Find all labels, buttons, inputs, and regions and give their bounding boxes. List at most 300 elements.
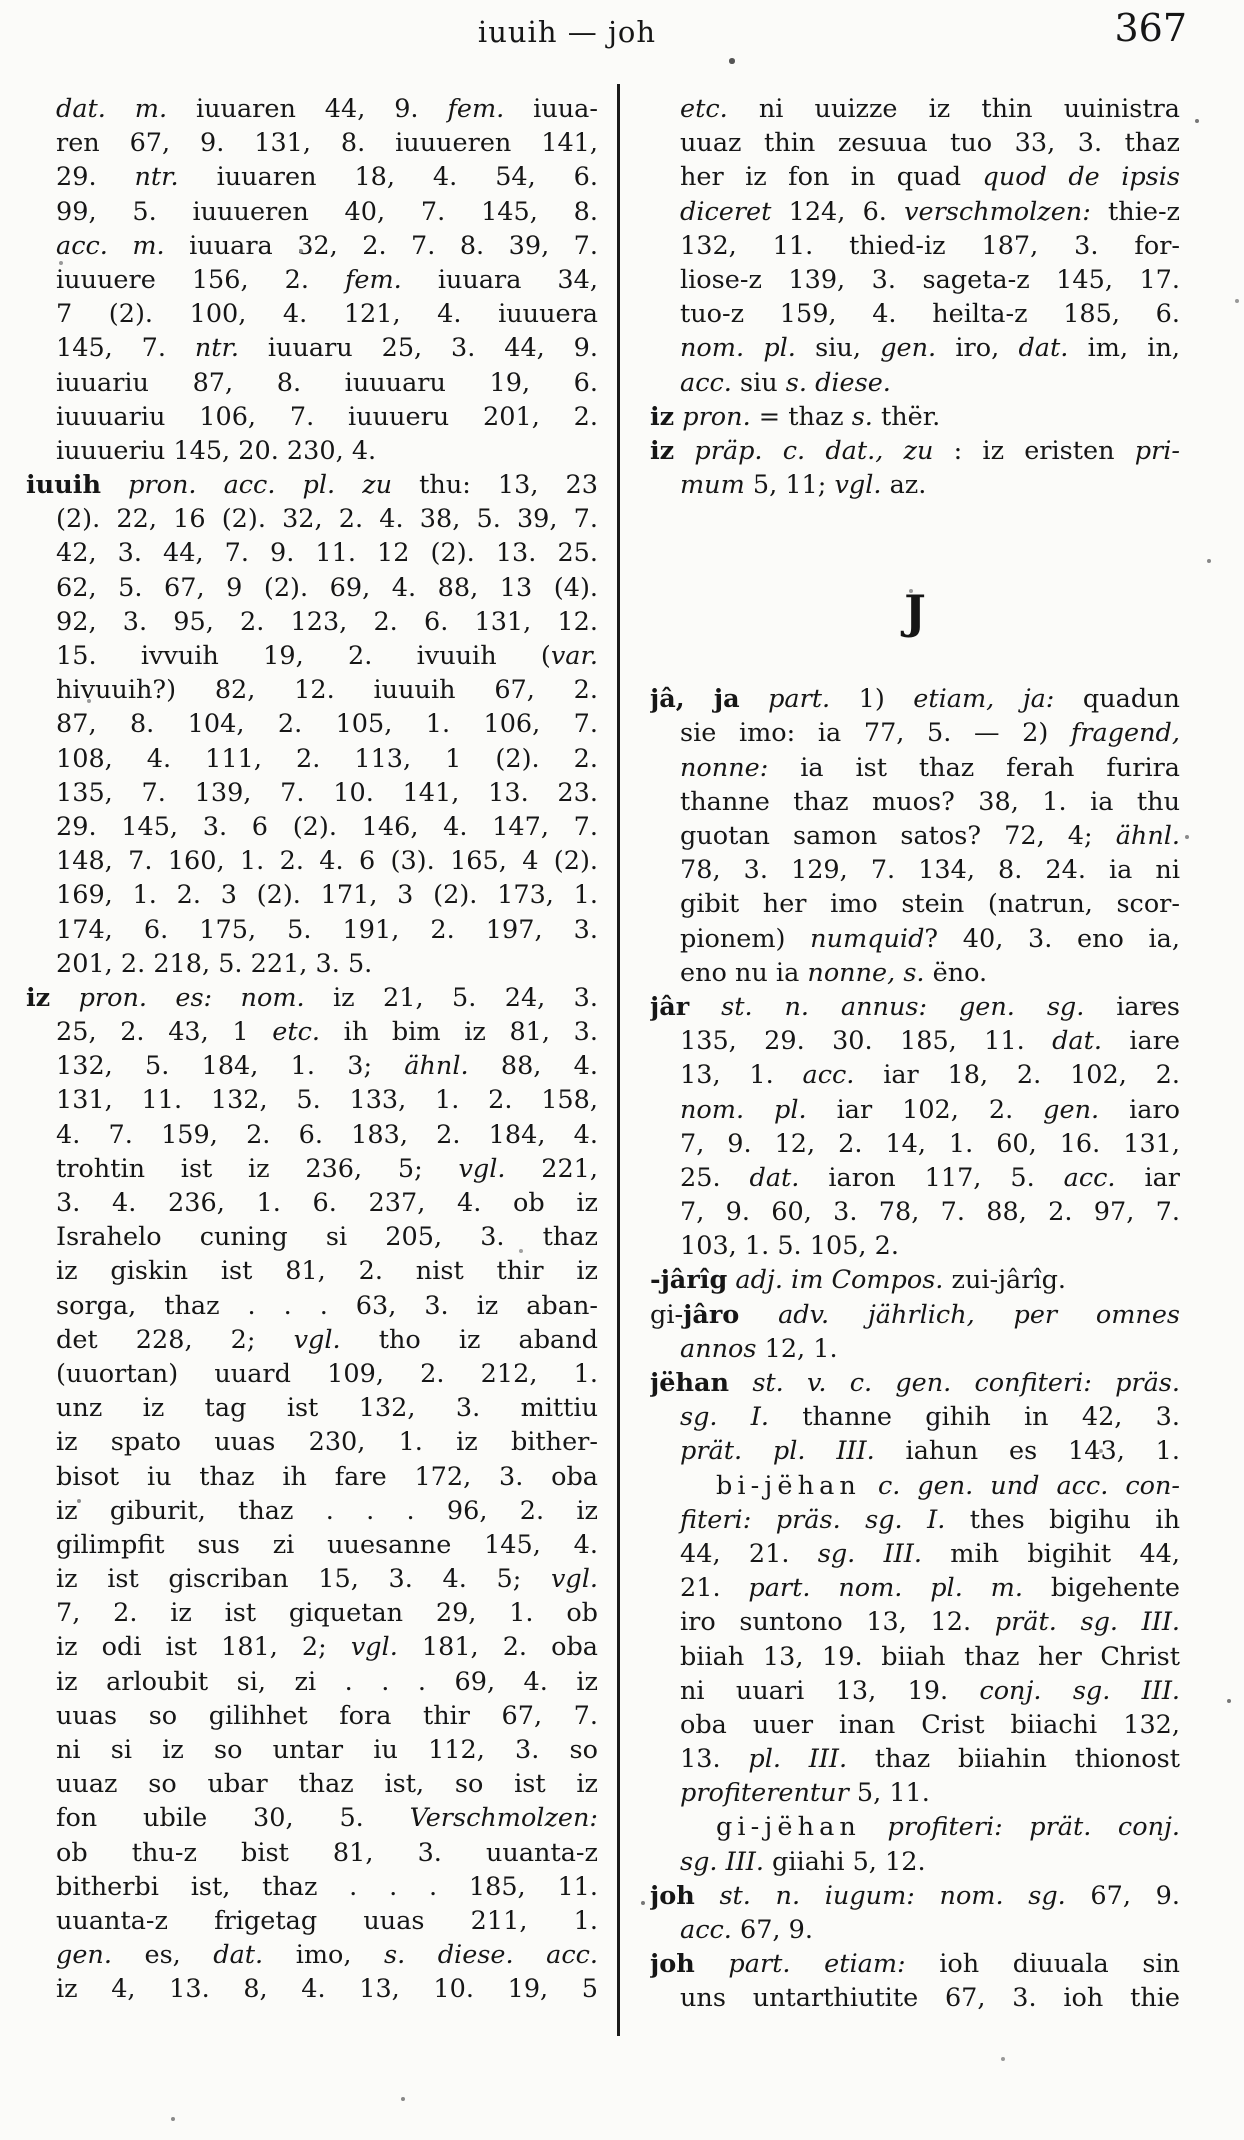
text-segment: Israhelo cuning si 205, 3. thaz [56,1222,598,1253]
text-segment: fiteri: präs. sg. I. [680,1504,946,1535]
text-segment [514,1940,547,1970]
text-line [650,434,1180,468]
text-segment: ntr. [194,333,240,364]
text-segment: gi-jëhan [716,1812,861,1843]
text-line [26,1323,598,1357]
text-segment: 29. [56,162,135,193]
text-segment: 5, 11. [848,1778,930,1809]
text-segment: 124, 6. [771,196,905,227]
text-line [26,468,598,502]
column-divider-rule [617,84,620,2036]
text-segment: uuaz thin zesuua tuo 33, 3. thaz [680,128,1180,159]
text-segment: 132, 5. 184, 1. 3; [56,1051,405,1082]
text-segment: 21. [680,1573,749,1604]
text-line [26,1220,598,1254]
text-line [650,956,1180,990]
text-line [26,913,598,947]
text-line [26,1391,598,1425]
text-segment: sie imo: ia 77, 5. — 2) [680,718,1071,749]
text-segment: iare [1101,1026,1180,1057]
text-segment: dat. [1052,1026,1102,1057]
text-segment: gi- [650,1299,684,1330]
text-line [26,195,598,229]
text-segment: conj. sg. III. [979,1675,1180,1706]
text-segment: 7, 9. 60, 3. 78, 7. 88, 2. 97, 7. [680,1197,1180,1228]
text-segment: pron. acc. pl. zu [128,470,393,501]
text-segment: 78, 3. 129, 7. 134, 8. 24. ia ni [680,855,1180,886]
text-segment: uns untarthiutite 67, 3. ioh thie [680,1983,1180,2014]
text-segment: pron. [682,401,751,432]
text-segment: 29. 145, 3. 6 (2). 146, 4. 147, 7. [56,811,598,842]
text-segment: ? 40, 3. eno ia, [924,923,1180,954]
text-segment: iz 21, 5. 24, 3. [304,982,598,1013]
text-segment: dat. m. [56,94,168,124]
text-line [26,400,598,434]
text-segment: iz giburit, thaz . . . 96, 2. iz [56,1495,598,1526]
text-segment: 131, 11. 132, 5. 133, 1. 2. 158, [56,1085,598,1116]
text-line [650,1947,1180,1981]
text-line [650,1571,1180,1605]
text-segment: acc. [546,1940,598,1971]
text-segment: iuuaru 25, 3. 44, 9. [239,333,598,364]
text-segment: iz odi ist 181, 2; [56,1632,351,1663]
text-segment: iahun es 143, 1. [874,1436,1180,1467]
text-line [26,229,598,263]
text-line [650,468,1180,502]
text-line [650,1058,1180,1092]
text-segment: 87, 8. 104, 2. 105, 1. 106, 7. [56,709,598,740]
text-segment: gibit her imo stein (natrun, scor- [680,889,1180,920]
text-segment: ih bim iz 81, 3. [320,1017,598,1048]
text-segment: imo, [263,1940,385,1971]
text-line [650,1298,1180,1332]
text-segment: 42, 3. 44, 7. 9. 11. 12 (2). 13. 25. [56,538,598,569]
headword: -jârîg [650,1265,728,1296]
text-segment [729,1368,752,1398]
text-line [26,366,598,400]
text-line [26,536,598,570]
text-line [650,1229,1180,1263]
text-segment: 169, 1. 2. 3 (2). 171, 3 (2). 173, 1. [56,880,598,911]
text-line [650,1913,1180,1947]
text-segment: iuuariu 87, 8. iuuuaru 19, 6. [56,367,598,398]
headword: joh [650,1949,695,1980]
text-segment: acc. [680,1915,732,1945]
text-line [26,1904,598,1938]
text-line [26,1015,598,1049]
text-line [650,1742,1180,1776]
text-line [26,1118,598,1152]
text-segment: det 228, 2; [56,1324,294,1355]
text-segment: guotan samon satos? 72, 4; [680,821,1116,851]
text-line [26,1699,598,1733]
text-line [650,1332,1180,1366]
text-segment: bisot iu thaz ih fare 172, 3. oba [56,1461,598,1492]
text-segment: iar 102, 2. [806,1094,1044,1125]
text-segment: etc. [680,94,728,124]
text-line [26,947,598,981]
text-segment: st. n. annus: gen. sg. [721,991,1085,1022]
text-segment: iro, [936,333,1019,364]
text-line [26,1836,598,1870]
text-line [650,1024,1180,1058]
text-segment: eno nu ia [680,957,808,988]
text-segment: s. diese. [384,1940,514,1971]
text-line [26,844,598,878]
text-line [26,1425,598,1459]
text-line [650,1674,1180,1708]
text-segment: iar [1115,1162,1180,1193]
text-line [26,126,598,160]
text-line [26,1494,598,1528]
text-segment: nom. pl. [680,1094,807,1125]
text-segment [50,983,78,1013]
text-line [650,1366,1180,1400]
text-segment: profiterentur [680,1778,849,1809]
text-segment: acc. [1063,1162,1116,1193]
text-segment: giiahi 5, 12. [763,1846,926,1877]
text-segment: part. [768,684,831,715]
text-line [26,776,598,810]
text-segment: 174, 6. 175, 5. 191, 2. 197, 3. [56,914,598,945]
text-segment: iro suntono 13, 12. [680,1607,995,1638]
text-line [26,1049,598,1083]
text-line [26,1460,598,1494]
page-number: 367 [1114,6,1187,50]
text-segment: mum [680,470,745,501]
text-segment: ähnl. [404,1051,469,1082]
text-segment: diceret [680,196,772,227]
text-segment: 25. [680,1162,750,1193]
text-line [650,366,1180,400]
headword: jâr [650,991,690,1022]
text-line [26,1254,598,1288]
text-line [650,1640,1180,1674]
text-segment: thes bigihu ih [945,1504,1180,1535]
text-segment: ren 67, 9. 131, 8. iuuueren 141, [56,128,598,159]
text-segment: az. [881,470,927,501]
text-segment: 7, 9. 12, 2. 14, 1. 60, 16. 131, [680,1128,1180,1159]
text-segment: nonne, s. [807,957,925,988]
text-segment: annos [680,1333,757,1364]
text-segment: fragend, [1070,718,1180,749]
text-segment: vgl. [293,1324,341,1355]
text-line [26,1289,598,1323]
text-segment: fon ubile 30, 5. [56,1803,410,1834]
text-segment: st. n. iugum: nom. sg. [719,1880,1066,1911]
text-segment: Verschmolzen: [409,1803,598,1834]
text-segment: dat. [213,1940,264,1971]
text-line [650,751,1180,785]
text-segment: vgl. [834,470,882,501]
text-line [650,1263,1180,1297]
text-segment: 67, 9. [731,1915,813,1945]
text-line [650,1537,1180,1571]
text-segment: vgl. [551,1564,598,1595]
text-segment [695,1881,720,1911]
text-line [26,742,598,776]
headword: iz [26,982,51,1013]
text-line [26,1767,598,1801]
text-segment: nonne: [680,752,769,783]
text-line [650,160,1180,194]
text-line [650,400,1180,434]
text-segment: gen. [1043,1094,1100,1125]
headword: joh [650,1880,695,1911]
text-segment: acc. [680,367,732,398]
text-segment: iuuuere 156, 2. [56,264,345,295]
text-line [26,810,598,844]
headword: iuuih [26,470,101,501]
text-segment: thanne thaz muos? 38, 1. ia thu [680,786,1180,817]
headword: iz [650,401,675,432]
text-line [26,1630,598,1664]
text-segment: iz 4, 13. 8, 4. 13, 10. 19, 5 [56,1974,598,2005]
text-segment: iz ist giscriban 15, 3. 4. 5; [56,1564,551,1595]
text-segment: tho iz aband [340,1324,598,1355]
text-line [650,853,1180,887]
text-segment: fem. [447,94,505,124]
text-segment: adv. jährlich, per omnes [778,1299,1180,1330]
text-segment [861,1471,878,1501]
text-segment: (2). 22, 16 (2). 32, 2. 4. 38, 5. 39, 7. [56,504,598,535]
text-segment: iz arloubit si, zi . . . 69, 4. iz [56,1666,598,1697]
text-segment: acc. [802,1060,855,1091]
text-segment: sorga, thaz . . . 63, 3. iz aban- [56,1290,598,1321]
text-segment: prät. pl. III. [680,1436,875,1467]
text-segment: verschmolzen: [904,196,1091,227]
text-line [650,1879,1180,1913]
text-line [650,819,1180,853]
text-line [26,981,598,1015]
text-segment: prät. sg. III. [994,1607,1180,1638]
text-segment: numquid [810,923,925,954]
text-segment: s. [851,401,873,432]
text-segment: zui-jârîg. [943,1265,1067,1296]
text-segment: part. etiam: [728,1949,906,1980]
text-segment: pri- [1134,435,1180,466]
text-segment: iaro [1099,1094,1180,1125]
left-text-column [26,92,598,2007]
text-line [650,263,1180,297]
text-line [26,1357,598,1391]
text-segment: bi-jëhan [716,1470,861,1501]
text-segment: iuua- [504,94,598,124]
text-line [650,1127,1180,1161]
text-line [650,990,1180,1024]
text-segment: sg. III. [680,1846,764,1877]
text-segment: unz iz tag ist 132, 3. mittiu [56,1393,598,1424]
text-segment: = thaz [750,401,852,432]
text-segment: 88, 4. [468,1051,598,1082]
text-segment: 4. 7. 159, 2. 6. 183, 2. 184, 4. [56,1119,598,1150]
text-segment: (uuortan) uuard 109, 2. 212, 1. [56,1358,598,1389]
text-segment: hivuuih?) 82, 12. iuuuih 67, 2. [56,675,598,706]
text-segment: 135, 7. 139, 7. 10. 141, 13. 23. [56,777,598,808]
right-text-column [650,92,1180,2016]
text-line [26,1186,598,1220]
text-segment: quod de ipsis [982,162,1180,193]
text-segment [740,684,768,714]
text-segment: c. gen. und acc. con- [877,1470,1180,1501]
text-line [650,1434,1180,1468]
text-segment: fem. [344,264,402,295]
text-segment: adj. im Compos. [735,1265,944,1296]
text-segment: etc. [272,1017,321,1048]
text-line [26,639,598,673]
text-segment: uuaz so ubar thaz ist, so ist iz [56,1769,598,1800]
text-line [650,1810,1180,1844]
text-segment: pron. es: nom. [78,982,305,1013]
text-segment: 103, 1. 5. 105, 2. [680,1231,899,1262]
text-segment: oba uuer inan Crist biiachi 132, [680,1709,1180,1740]
text-segment: vgl. [350,1632,398,1663]
text-line [26,605,598,639]
text-segment [689,992,721,1022]
text-line [650,1093,1180,1127]
text-segment: gen. [56,1940,112,1971]
text-segment: 62, 5. 67, 9 (2). 69, 4. 88, 13 (4). [56,572,598,603]
text-segment: vgl. [458,1153,506,1184]
text-segment: thaz biiahin thionost [847,1744,1180,1775]
text-segment: 3. 4. 236, 1. 6. 237, 4. ob iz [56,1188,598,1218]
text-segment: iuuara 34, [401,264,598,295]
text-line [26,571,598,605]
text-line [26,1733,598,1767]
text-segment: siu, [795,333,881,364]
text-segment [861,1812,888,1842]
text-segment: ni uuari 13, 19. [680,1675,980,1706]
text-segment: 67, 9. [1065,1880,1180,1911]
text-line [26,1528,598,1562]
text-segment [101,470,128,500]
text-segment: uuas so gilihhet fora thir 67, 7. [56,1700,598,1731]
text-segment: 7, 2. iz ist giquetan 29, 1. ob [56,1598,598,1629]
text-line [26,1938,598,1972]
text-segment: uuanta-z frigetag uuas 211, 1. [56,1905,598,1936]
text-line [650,887,1180,921]
text-line [650,1161,1180,1195]
text-segment: etiam, ja: [913,684,1055,715]
text-line [26,297,598,331]
text-segment: ntr. [134,162,179,193]
text-line [650,92,1180,126]
text-segment: 15. ivvuih 19, 2. ivuuih ( [56,641,551,671]
text-line [26,878,598,912]
text-line [650,331,1180,365]
headword: jëhan [650,1368,730,1398]
text-segment: 12, 1. [756,1333,838,1364]
text-segment [674,436,694,466]
headword: jâro [683,1299,740,1330]
text-segment: bigehente [1022,1573,1180,1604]
text-segment: profiteri: prät. conj. [887,1812,1180,1843]
text-line [26,502,598,536]
text-segment: iz giskin ist 81, 2. nist thir iz [56,1256,598,1287]
text-segment: bitherbi ist, thaz . . . 185, 11. [56,1871,598,1902]
text-segment: 13, 1. [680,1060,803,1091]
text-line [650,682,1180,716]
text-segment: iuuaren 18, 4. 54, 6. [178,162,598,193]
text-segment: iaron 117, 5. [799,1162,1064,1193]
text-segment: 135, 29. 30. 185, 11. [680,1026,1053,1057]
text-segment: iuuara 32, 2. 7. 8. 39, 7. [164,230,598,261]
text-line [650,1605,1180,1639]
text-segment: 5, 11; [744,470,835,501]
text-segment: iz spato uuas 230, 1. iz bither- [56,1427,598,1458]
text-line [650,1708,1180,1742]
scan-noise-specks [0,0,2,2]
text-segment: dat. [749,1162,800,1193]
text-segment: thu: 13, 23 [392,470,598,501]
text-segment: ia ist thaz ferah furira [768,752,1180,783]
text-segment: iares [1084,991,1180,1022]
text-segment: liose-z 139, 3. sageta-z 145, 17. [680,264,1180,295]
text-segment: thanne gihih in 42, 3. [768,1402,1180,1433]
text-line [650,229,1180,263]
text-line [26,1870,598,1904]
text-segment: quadun [1054,684,1180,715]
text-segment: st. v. c. gen. confiteri: präs. [752,1368,1180,1398]
text-line [26,1562,598,1596]
text-line [26,434,598,468]
text-segment: sg. I. [680,1402,769,1433]
text-segment: 99, 5. iuuueren 40, 7. 145, 8. [56,196,598,227]
text-line [650,1776,1180,1810]
text-segment: : iz eristen [933,435,1135,466]
text-segment: dat. [1018,333,1069,364]
text-segment: ni si iz so untar iu 112, 3. so [56,1735,598,1765]
text-segment: 7 (2). 100, 4. 121, 4. iuuuera [56,299,598,330]
text-segment: es, [111,1940,214,1971]
text-segment: gen. [880,333,937,364]
text-segment: biiah 13, 19. biiah thaz her Christ [680,1641,1180,1672]
text-segment: iuuueriu 145, 20. 230, 4. [56,435,377,466]
text-segment: trohtin ist iz 236, 5; [56,1153,459,1184]
text-segment: part. nom. pl. m. [748,1573,1023,1604]
text-segment: tuo-z 159, 4. heilta-z 185, 6. [680,299,1180,330]
text-segment: 13. [680,1744,749,1775]
text-line [650,195,1180,229]
text-line [650,785,1180,819]
text-segment: siu [731,367,786,398]
text-line [26,1665,598,1699]
text-line [650,922,1180,956]
text-line [650,126,1180,160]
text-segment: 108, 4. 111, 2. 113, 1 (2). 2. [56,743,598,774]
text-segment: ëno. [924,957,988,988]
text-segment: thër. [872,401,941,432]
text-line [26,707,598,741]
text-segment: ähnl. [1115,821,1180,851]
text-segment: 145, 7. [56,333,195,364]
text-line [26,1801,598,1835]
text-line [650,716,1180,750]
text-segment: 148, 7. 160, 1. 2. 4. 6 (3). 165, 4 (2). [56,846,598,877]
text-line [650,1845,1180,1879]
text-segment: 201, 2. 218, 5. 221, 3. 5. [56,948,373,979]
text-line [26,1152,598,1186]
text-segment: 44, 21. [680,1538,818,1569]
text-line [26,160,598,194]
text-segment: iuuaren 44, 9. [167,94,448,124]
text-segment: var. [550,641,598,671]
text-segment: 25, 2. 43, 1 [56,1017,273,1048]
text-line [650,1469,1180,1503]
text-segment: nom. pl. [680,333,796,364]
text-line [650,1195,1180,1229]
text-segment: acc. m. [56,230,165,261]
